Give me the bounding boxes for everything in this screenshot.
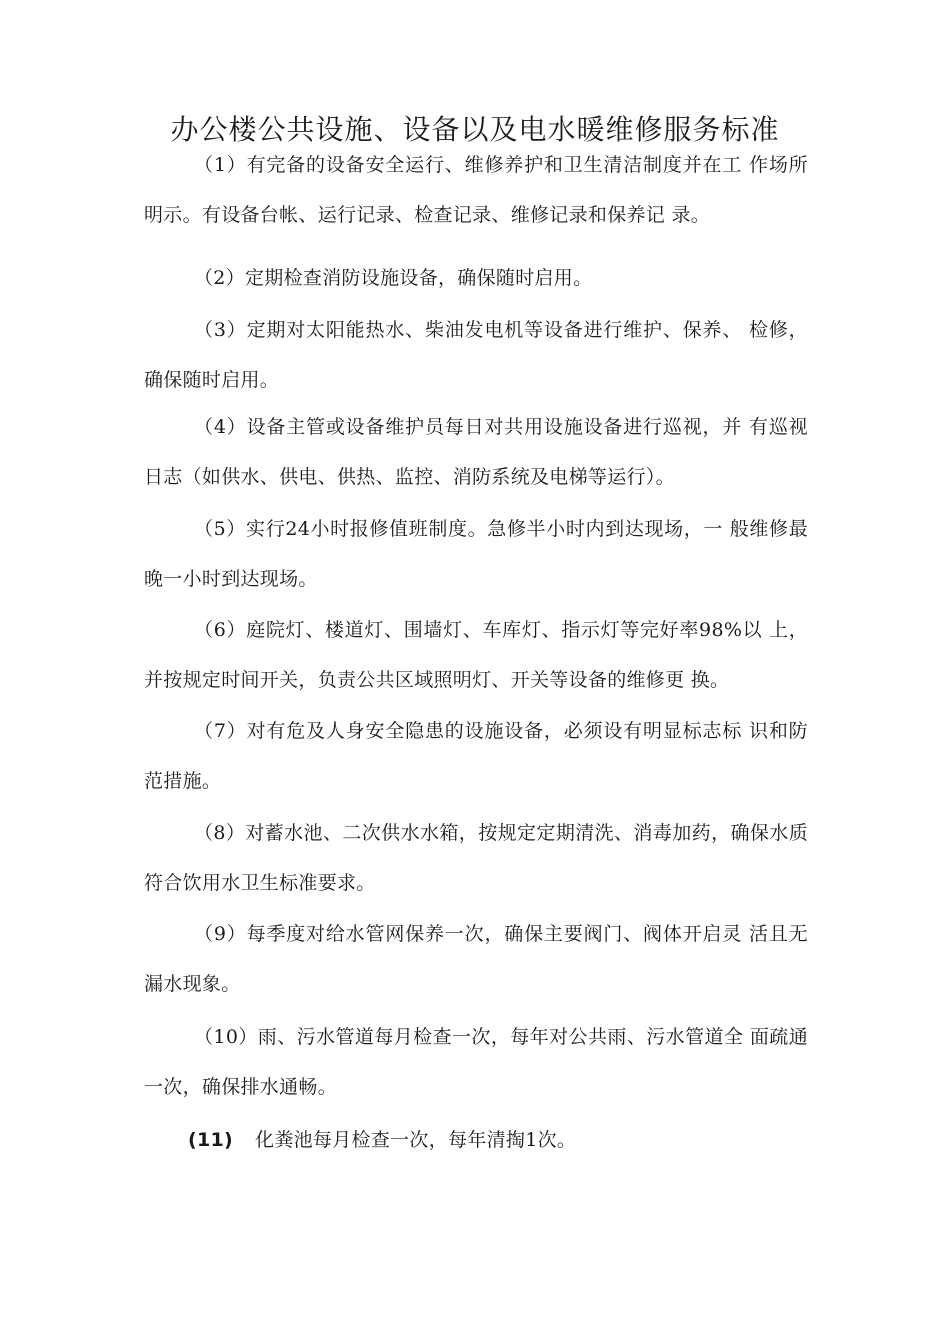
- item-text: 定期检查消防设施设备，确保随时启用。: [245, 267, 593, 289]
- item-number: （6）: [194, 619, 247, 641]
- item-text: 化粪池每月检查一次，每年清掏1次。: [255, 1129, 577, 1151]
- item-text: 定期对太阳能热水、柴油发电机等设备进行维护、保养、 检修，确保随时启用。: [144, 319, 808, 391]
- item-number: （3）: [194, 319, 247, 341]
- list-item: [144, 1012, 808, 1112]
- list-item: [144, 402, 808, 502]
- item-number: （5）: [194, 518, 247, 540]
- list-item: [144, 808, 808, 908]
- item-number: （8）: [194, 822, 246, 844]
- item-text: 庭院灯、楼道灯、围墙灯、车库灯、指示灯等完好率98%以 上，并按规定时间开关，负责公共区域照明灯、开关等设备的维修更 换。: [144, 619, 808, 691]
- document-title: 办公楼公共设施、设备以及电水暖维修服务标准: [170, 113, 780, 146]
- item-number: （9）: [194, 923, 247, 945]
- list-item: [144, 253, 808, 303]
- item-number: （4）: [194, 416, 247, 438]
- list-item: [144, 909, 808, 1009]
- list-item: [144, 605, 808, 705]
- list-item: [144, 305, 808, 405]
- item-text: 实行24小时报修值班制度。急修半小时内到达现场，一 般维修最晚一小时到达现场。: [144, 518, 809, 590]
- item-text: 设备主管或设备维护员每日对共用设施设备进行巡视，并 有巡视日志（如供水、供电、供热、监控、消防系统及电梯等运行）。: [144, 416, 808, 488]
- item-number: （2）: [194, 267, 245, 289]
- item-text: 每季度对给水管网保养一次，确保主要阀门、阀体开启灵 活且无漏水现象。: [144, 923, 808, 995]
- item-text: 对蓄水池、二次供水水箱，按规定定期清洗、消毒加药，确保水质符合饮用水卫生标准要求。: [144, 822, 808, 894]
- item-text: 对有危及人身安全隐患的设施设备，必须设有明显标志标 识和防范措施。: [144, 720, 808, 792]
- item-text: 有完备的设备安全运行、维修养护和卫生清洁制度并在工 作场所明示。有设备台帐、运行记录、检查记录、维修记录和保养记 录。: [144, 154, 808, 226]
- item-number: （1）: [194, 154, 247, 176]
- list-item: [144, 706, 808, 806]
- item-text: 雨、污水管道每月检查一次，每年对公共雨、污水管道全 面疏通一次，确保排水通畅。: [144, 1026, 808, 1098]
- item-number: (11): [188, 1129, 234, 1151]
- list-item: [144, 504, 808, 604]
- item-number: （10）: [194, 1026, 258, 1048]
- list-item: [144, 1115, 808, 1165]
- list-item: [144, 140, 808, 240]
- item-number: （7）: [194, 720, 247, 742]
